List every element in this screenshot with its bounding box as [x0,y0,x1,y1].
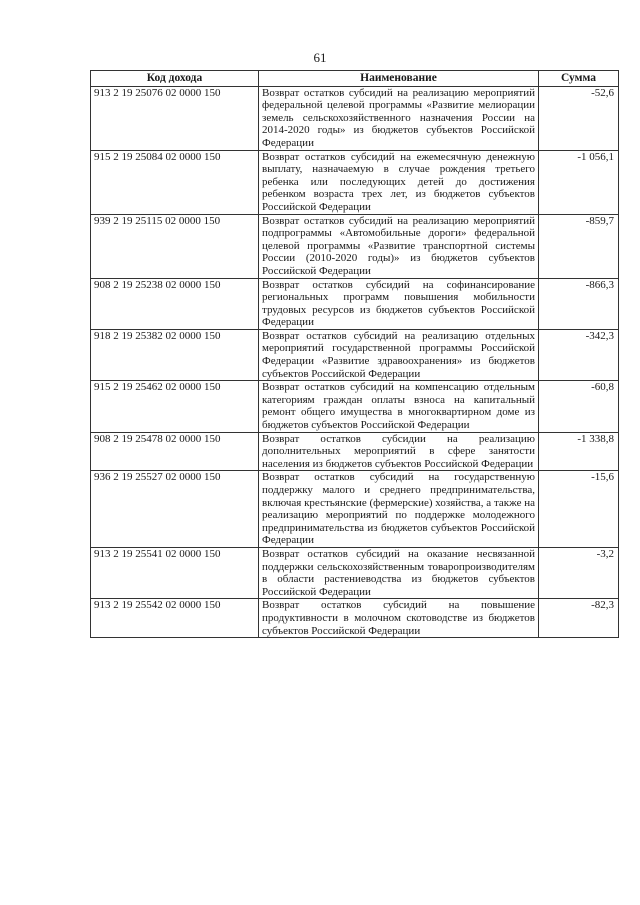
income-sum: -859,7 [539,214,619,278]
income-code: 908 2 19 25238 02 0000 150 [91,278,259,329]
income-sum: -1 056,1 [539,150,619,214]
column-header-code: Код дохода [91,71,259,87]
income-code: 936 2 19 25527 02 0000 150 [91,471,259,548]
income-sum: -1 338,8 [539,432,619,471]
income-sum: -342,3 [539,329,619,380]
income-sum: -3,2 [539,547,619,598]
income-sum: -866,3 [539,278,619,329]
income-code: 915 2 19 25084 02 0000 150 [91,150,259,214]
table-row [91,432,619,471]
table-row [91,150,619,214]
income-name: Возврат остатков субсидий на ежемесячную денежную выплату, назначаемую в случае рождения третьего ребенка или последующих детей до достижения ребенком возраста трех лет, из бюджетов субъектов Российской Федерации [259,150,539,214]
table-row [91,86,619,150]
income-code: 913 2 19 25076 02 0000 150 [91,86,259,150]
column-header-sum: Сумма [539,71,619,87]
income-code: 908 2 19 25478 02 0000 150 [91,432,259,471]
income-code: 913 2 19 25541 02 0000 150 [91,547,259,598]
income-table [90,70,619,638]
table-row [91,599,619,638]
income-sum: -15,6 [539,471,619,548]
income-name: Возврат остатков субсидий на софинансирование региональных программ повышения мобильности трудовых ресурсов из бюджетов субъектов Российской Федерации [259,278,539,329]
income-name: Возврат остатков субсидий на компенсацию отдельным категориям граждан оплаты взноса на капитальный ремонт общего имущества в многоквартирном доме из бюджетов субъектов Российской Федерации [259,381,539,432]
column-header-name: Наименование [259,71,539,87]
table-row [91,278,619,329]
income-name: Возврат остатков субсидий на реализацию отдельных мероприятий государственной программы Российской Федерации «Развитие здравоохранения» из бюджетов субъектов Российской Федерации [259,329,539,380]
income-name: Возврат остатков субсидий на повышение продуктивности в молочном скотоводстве из бюджетов субъектов Российской Федерации [259,599,539,638]
income-code: 939 2 19 25115 02 0000 150 [91,214,259,278]
income-name: Возврат остатков субсидий на оказание несвязанной поддержки сельскохозяйственным товаропроизводителям в области растениеводства из бюджетов субъектов Российской Федерации [259,547,539,598]
income-name: Возврат остатков субсидий на реализацию мероприятий федеральной целевой программы «Развитие мелиорации земель сельскохозяйственного назначения России на 2014-2020 годы» из бюджетов субъектов Российской Федерации [259,86,539,150]
income-sum: -82,3 [539,599,619,638]
income-name: Возврат остатков субсидий на реализацию мероприятий подпрограммы «Автомобильные дороги» федеральной целевой программы «Развитие транспортной системы России (2010-2020 годы)» из бюджетов субъектов Российской Федерации [259,214,539,278]
table-header-row [91,71,619,87]
page-number: 61 [313,50,327,65]
income-name: Возврат остатков субсидий на государственную поддержку малого и среднего предпринимательства, включая крестьянские (фермерские) хозяйства, а также на реализацию мероприятий по поддержке молодежного предпринимательства из бюджетов субъектов Российской Федерации [259,471,539,548]
income-code: 913 2 19 25542 02 0000 150 [91,599,259,638]
table-row [91,547,619,598]
table-row [91,214,619,278]
table-row [91,329,619,380]
income-sum: -60,8 [539,381,619,432]
income-code: 918 2 19 25382 02 0000 150 [91,329,259,380]
table-row [91,471,619,548]
income-code: 915 2 19 25462 02 0000 150 [91,381,259,432]
income-name: Возврат остатков субсидии на реализацию дополнительных мероприятий в сфере занятости населения из бюджетов субъектов Российской Федерации [259,432,539,471]
income-sum: -52,6 [539,86,619,150]
table-row [91,381,619,432]
